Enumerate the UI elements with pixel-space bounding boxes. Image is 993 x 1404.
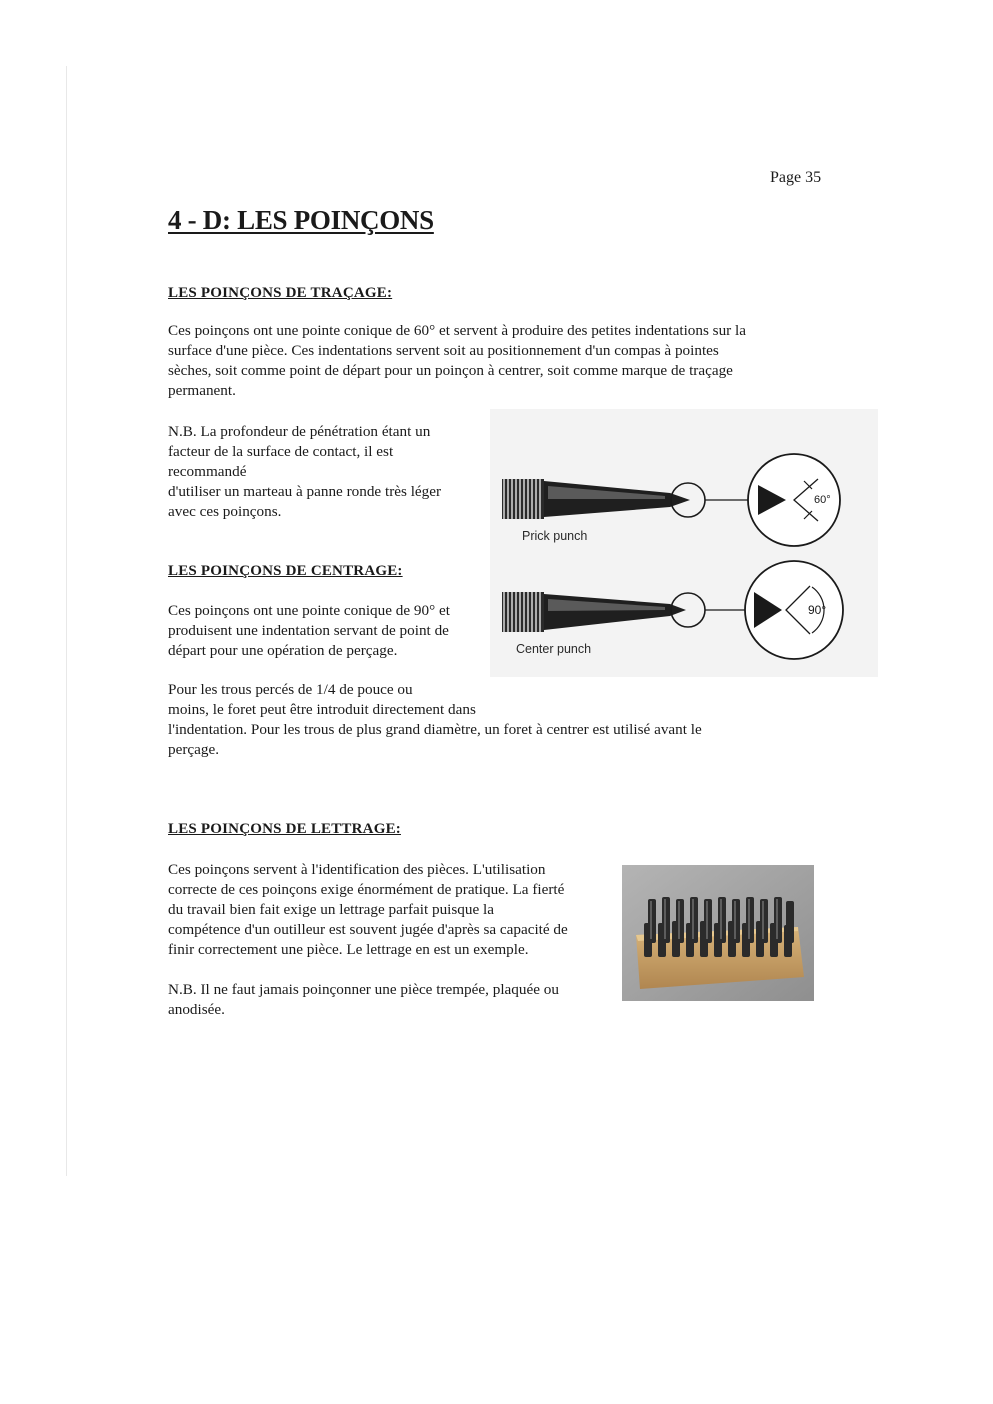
text-line: l'indentation. Pour les trous de plus grand diamètre, un foret à centrer est utilisé avant le bbox=[168, 721, 702, 738]
letter-punch-set-illustration bbox=[622, 865, 814, 1001]
punch-diagram-svg bbox=[490, 409, 878, 677]
text-line: moins, le foret peut être introduit directement dans bbox=[168, 701, 476, 718]
page-title: 4 - D: LES POINÇONS bbox=[168, 205, 434, 235]
text-line: N.B. La profondeur de pénétration étant un bbox=[168, 423, 431, 440]
text-line: d'utiliser un marteau à panne ronde très léger bbox=[168, 483, 442, 500]
paragraph-tracage-intro bbox=[168, 321, 828, 401]
paragraph-lettrage-intro bbox=[168, 860, 618, 960]
text-line: Ces poinçons servent à l'identification des pièces. L'utilisation bbox=[168, 861, 546, 878]
paragraph-centrage-intro bbox=[168, 601, 488, 661]
text-line: surface d'une pièce. Ces indentations servent soit au positionnement d'un compas à pointes bbox=[168, 342, 719, 359]
page-margin-line bbox=[66, 66, 67, 1176]
text-line: recommandé bbox=[168, 463, 247, 480]
center-punch-label: Center punch bbox=[516, 642, 592, 656]
text-line: Pour les trous percés de 1/4 de pouce ou bbox=[168, 681, 413, 698]
text-line: finir correctement une pièce. Le lettrage en est un exemple. bbox=[168, 941, 529, 958]
prick-punch-label: Prick punch bbox=[522, 529, 588, 543]
text-line: permanent. bbox=[168, 382, 236, 399]
paragraph-tracage-nb bbox=[168, 422, 488, 522]
paragraph-lettrage-nb bbox=[168, 980, 618, 1020]
text-line: N.B. Il ne faut jamais poinçonner une pièce trempée, plaquée ou bbox=[168, 981, 559, 998]
prick-punch-angle-label: 60° bbox=[814, 494, 831, 506]
section-heading-tracage: LES POINÇONS DE TRAÇAGE: bbox=[168, 285, 393, 301]
text-line: perçage. bbox=[168, 741, 220, 758]
section-heading-centrage: LES POINÇONS DE CENTRAGE: bbox=[168, 563, 403, 579]
section-heading-lettrage: LES POINÇONS DE LETTRAGE: bbox=[168, 821, 401, 837]
text-line: avec ces poinçons. bbox=[168, 503, 282, 520]
paragraph-centrage-detail bbox=[168, 680, 828, 760]
text-line: sèches, soit comme point de départ pour un poinçon à centrer, soit comme marque de traçage bbox=[168, 362, 733, 379]
punch-diagram bbox=[490, 409, 878, 677]
text-line: départ pour une opération de perçage. bbox=[168, 642, 398, 659]
text-line: produisent une indentation servant de point de bbox=[168, 622, 449, 639]
letter-punch-set-photo bbox=[622, 865, 814, 1001]
text-line: Ces poinçons ont une pointe conique de 90° et bbox=[168, 602, 450, 619]
text-line: correcte de ces poinçons exige énormément de pratique. La fierté bbox=[168, 881, 565, 898]
text-line: compétence d'un outilleur est souvent jugée d'après sa capacité de bbox=[168, 921, 568, 938]
text-line: du travail bien fait exige un lettrage parfait puisque la bbox=[168, 901, 494, 918]
text-line: Ces poinçons ont une pointe conique de 60° et servent à produire des petites indentations sur la bbox=[168, 322, 747, 339]
center-punch-angle-label: 90° bbox=[808, 603, 827, 617]
text-line: facteur de la surface de contact, il est bbox=[168, 443, 394, 460]
page-number: Page 35 bbox=[770, 169, 822, 186]
text-line: anodisée. bbox=[168, 1001, 225, 1018]
